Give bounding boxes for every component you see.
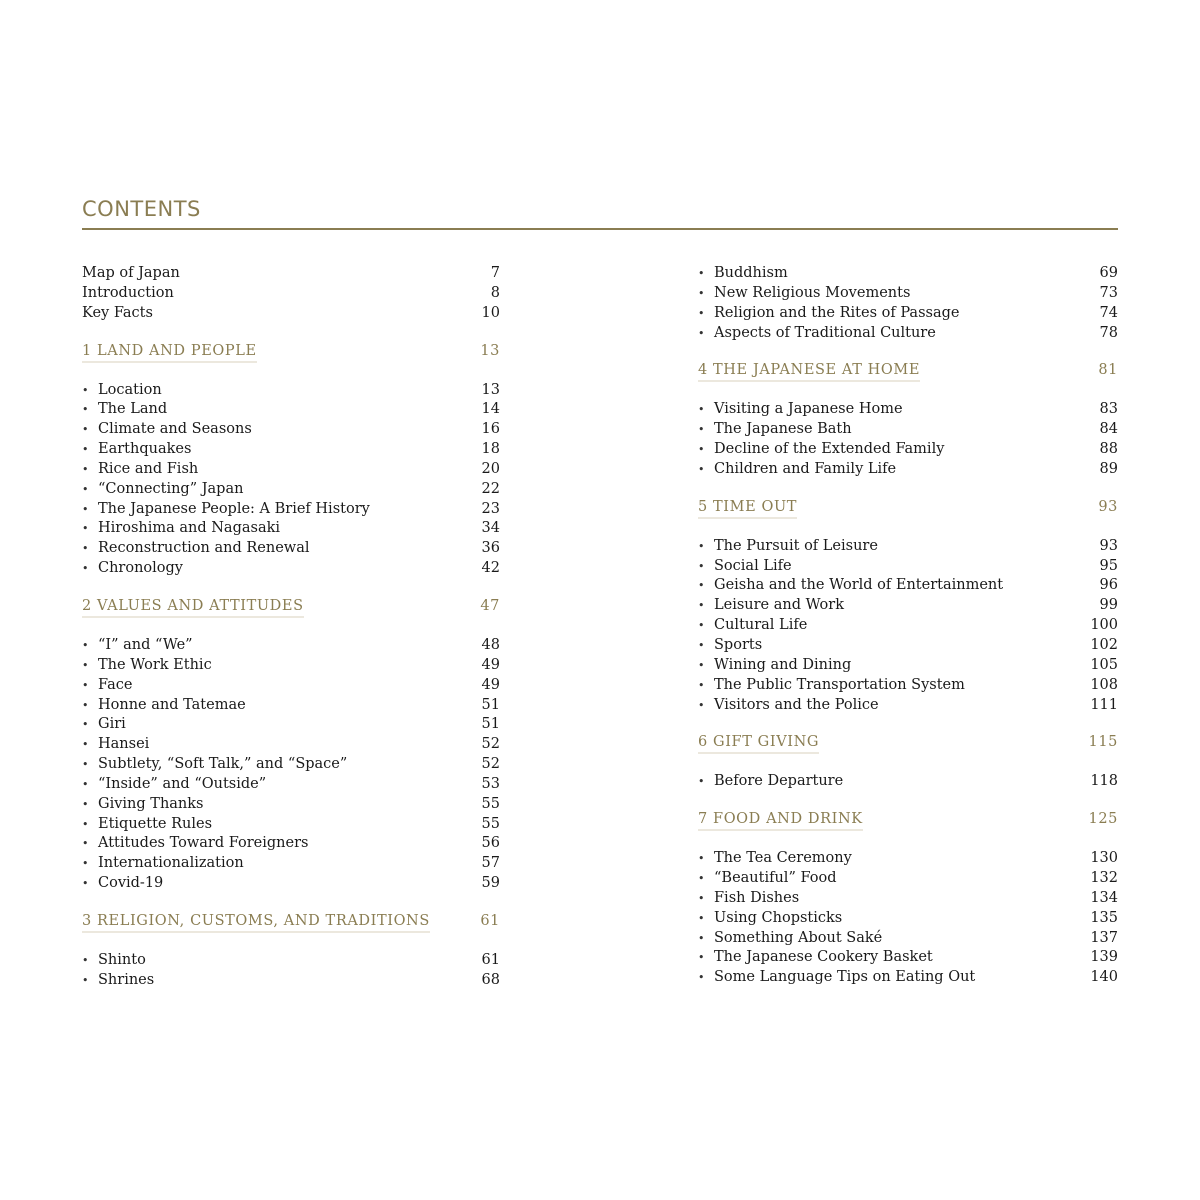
toc-entry-label: Visitors and the Police <box>714 696 879 713</box>
toc-entry-label: Covid-19 <box>98 875 164 892</box>
toc-page-number: 20 <box>481 460 500 477</box>
toc-entry-text <box>698 772 843 792</box>
toc-entry-label: “Beautiful” Food <box>714 870 837 887</box>
toc-entry-text <box>82 559 183 579</box>
toc-entry-text <box>698 596 844 616</box>
chapter-page-number: 125 <box>1088 811 1118 828</box>
bullet-icon: • <box>82 857 89 871</box>
toc-page-number: 55 <box>481 815 500 832</box>
toc-entry-label: Honne and Tatemae <box>98 696 246 713</box>
toc-entry-text <box>82 400 167 420</box>
toc-subentry[interactable] <box>82 381 500 401</box>
toc-page-number: 51 <box>481 716 500 733</box>
toc-entry-text <box>698 656 851 676</box>
toc-page-number: 108 <box>1090 676 1118 693</box>
bullet-icon: • <box>82 973 89 987</box>
toc-entry-label: Subtlety, “Soft Talk,” and “Space” <box>98 756 348 773</box>
toc-entry-text <box>82 715 126 735</box>
bullet-icon: • <box>698 306 705 320</box>
toc-page-number: 83 <box>1099 401 1118 418</box>
toc-subentry[interactable] <box>698 576 1118 596</box>
toc-entry-text <box>82 815 212 835</box>
toc-subentry[interactable] <box>698 616 1118 636</box>
bullet-icon: • <box>698 462 705 476</box>
toc-subentry[interactable] <box>82 775 500 795</box>
toc-page-number: 53 <box>481 775 500 792</box>
toc-entry-text <box>82 656 212 676</box>
toc-page-number: 78 <box>1099 324 1118 341</box>
chapter-page-number: 61 <box>480 912 500 929</box>
toc-entry-text <box>698 324 936 344</box>
page-title: CONTENTS <box>82 197 201 221</box>
toc-page-number: 118 <box>1090 773 1118 790</box>
toc-subentry[interactable] <box>82 755 500 775</box>
toc-page-number: 55 <box>481 795 500 812</box>
toc-entry-label: Giving Thanks <box>98 795 204 812</box>
toc-entry-text <box>698 400 903 420</box>
bullet-icon: • <box>82 542 89 556</box>
chapter-heading-label: 1 LAND AND PEOPLE <box>82 343 257 363</box>
toc-entry-label: Leisure and Work <box>714 597 844 614</box>
toc-entry-text <box>82 971 154 991</box>
toc-entry-label: Sports <box>714 636 763 653</box>
toc-entry-label: Geisha and the World of Entertainment <box>714 577 1004 594</box>
toc-entry-label: Hiroshima and Nagasaki <box>98 520 281 537</box>
toc-page-number: 74 <box>1099 304 1118 321</box>
toc-page-number: 139 <box>1090 949 1118 966</box>
toc-page-number: 69 <box>1099 265 1118 281</box>
toc-page-number: 14 <box>481 401 500 418</box>
toc-subentry[interactable] <box>698 420 1118 440</box>
toc-entry-text <box>82 539 309 559</box>
toc-entry-text <box>82 755 347 775</box>
toc-subentry[interactable] <box>698 537 1118 557</box>
toc-entry[interactable] <box>82 284 500 304</box>
toc-entry-label: The Japanese People: A Brief History <box>98 500 370 517</box>
toc-subentry[interactable] <box>82 656 500 676</box>
bullet-icon: • <box>82 522 89 536</box>
toc-entry-label: Giri <box>98 716 126 733</box>
toc-entry-label: Rice and Fish <box>98 460 199 477</box>
toc-page-number: 23 <box>481 500 500 517</box>
toc-entry-text <box>82 795 204 815</box>
toc-subentry[interactable] <box>698 440 1118 460</box>
toc-entry-text <box>698 616 807 636</box>
toc-subentry[interactable] <box>82 480 500 500</box>
toc-subentry[interactable] <box>82 696 500 716</box>
bullet-icon: • <box>698 698 705 712</box>
toc-entry-label: Reconstruction and Renewal <box>98 540 310 557</box>
bullet-icon: • <box>82 718 89 732</box>
toc-entry-label: Something About Saké <box>714 929 883 946</box>
toc-entry-text <box>698 440 944 460</box>
bullet-icon: • <box>698 971 705 985</box>
toc-subentry[interactable] <box>698 284 1118 304</box>
bullet-icon: • <box>698 267 705 280</box>
toc-page-number: 18 <box>481 441 500 458</box>
toc-entry-text <box>698 909 842 929</box>
bullet-icon: • <box>698 872 705 886</box>
toc-subentry[interactable] <box>698 264 1118 284</box>
bullet-icon: • <box>698 891 705 905</box>
toc-entry-label: Map of Japan <box>82 265 180 281</box>
toc-entry-text <box>82 696 246 716</box>
chapter-heading[interactable] <box>698 499 1118 521</box>
chapter-heading-label: 2 VALUES AND ATTITUDES <box>82 598 304 618</box>
chapter-heading-label: 6 GIFT GIVING <box>698 734 819 754</box>
bullet-icon: • <box>82 658 89 672</box>
bullet-icon: • <box>698 951 705 965</box>
toc-subentry[interactable] <box>82 400 500 420</box>
toc-subentry[interactable] <box>82 815 500 835</box>
bullet-icon: • <box>698 539 705 553</box>
chapter-heading-label: 5 TIME OUT <box>698 499 797 519</box>
toc-subentry[interactable] <box>698 948 1118 968</box>
chapter-heading[interactable] <box>698 811 1118 833</box>
toc-subentry[interactable] <box>698 557 1118 577</box>
bullet-icon: • <box>82 953 89 967</box>
toc-entry-label: The Tea Ceremony <box>714 850 852 867</box>
toc-page-number: 96 <box>1099 577 1118 594</box>
toc-entry-label: Chronology <box>98 560 184 577</box>
toc-entry-text <box>698 869 836 889</box>
bullet-icon: • <box>698 638 705 652</box>
toc-page-number: 89 <box>1099 460 1118 477</box>
bullet-icon: • <box>82 678 89 692</box>
bullet-icon: • <box>82 638 89 652</box>
bullet-icon: • <box>82 877 89 891</box>
toc-subentry[interactable] <box>82 420 500 440</box>
toc-entry-text <box>698 420 852 440</box>
toc-page-number: 93 <box>1099 537 1118 554</box>
toc-entry-label: Shrines <box>98 971 155 988</box>
toc-entry-label: Key Facts <box>82 304 153 321</box>
toc-subentry[interactable] <box>698 772 1118 792</box>
bullet-icon: • <box>698 423 705 437</box>
toc-subentry[interactable] <box>82 559 500 579</box>
toc-entry-text <box>82 636 193 656</box>
toc-entry-text <box>698 460 896 480</box>
bullet-icon: • <box>82 698 89 712</box>
toc-subentry[interactable] <box>82 874 500 894</box>
chapter-page-number: 47 <box>480 597 500 614</box>
toc-entry-label: The Pursuit of Leisure <box>714 537 878 554</box>
chapter-heading-label: 3 RELIGION, CUSTOMS, AND TRADITIONS <box>82 913 430 933</box>
toc-page-number: 8 <box>490 284 500 301</box>
toc-entry-text <box>698 264 788 284</box>
bullet-icon: • <box>698 911 705 925</box>
toc-subentry[interactable] <box>698 596 1118 616</box>
toc-subentry[interactable] <box>82 460 500 480</box>
toc-page-number: 95 <box>1099 557 1118 574</box>
toc-page-number: 73 <box>1099 284 1118 301</box>
toc-entry-text <box>82 951 146 971</box>
toc-entry-label: Internationalization <box>98 855 244 872</box>
title-divider <box>82 228 1118 230</box>
toc-subentry[interactable] <box>82 735 500 755</box>
toc-page-number: 130 <box>1090 850 1118 867</box>
toc-entry-label: Face <box>98 676 133 693</box>
toc-page-number: 34 <box>481 520 500 537</box>
toc-subentry[interactable] <box>698 304 1118 324</box>
toc-entry-text <box>82 834 308 854</box>
toc-entry-label: Social Life <box>714 557 792 574</box>
toc-subentry[interactable] <box>82 676 500 696</box>
toc-subentry[interactable] <box>698 460 1118 480</box>
bullet-icon: • <box>82 562 89 576</box>
toc-page-number: 84 <box>1099 421 1118 438</box>
toc-page-number: 59 <box>481 875 500 892</box>
toc-entry-label: Cultural Life <box>714 617 808 634</box>
toc-page-number: 10 <box>481 304 500 321</box>
toc-subentry[interactable] <box>82 854 500 874</box>
bullet-icon: • <box>698 852 705 866</box>
bullet-icon: • <box>698 775 705 789</box>
bullet-icon: • <box>82 502 89 516</box>
chapter-heading[interactable] <box>82 343 500 365</box>
toc-subentry[interactable] <box>698 909 1118 929</box>
toc-subentry[interactable] <box>698 676 1118 696</box>
bullet-icon: • <box>698 443 705 457</box>
bullet-icon: • <box>82 443 89 457</box>
toc-entry-label: The Japanese Bath <box>714 421 852 438</box>
toc-entry-label: Decline of the Extended Family <box>714 441 945 458</box>
toc-entry-text <box>82 284 174 304</box>
toc-page-number: 51 <box>481 696 500 713</box>
toc-entry-label: The Public Transportation System <box>714 676 965 693</box>
toc-entry-label: Shinto <box>98 951 146 968</box>
bullet-icon: • <box>82 817 89 831</box>
toc-page-number: 111 <box>1090 696 1118 713</box>
bullet-icon: • <box>82 383 89 397</box>
bullet-icon: • <box>698 658 705 672</box>
toc-entry-label: Buddhism <box>714 265 788 281</box>
toc-page-number: 36 <box>481 540 500 557</box>
toc-entry-text <box>82 480 243 500</box>
toc-entry-text <box>82 381 162 401</box>
toc-entry-text <box>698 576 1003 596</box>
toc-entry-text <box>698 557 792 577</box>
toc-page-number: 13 <box>481 381 500 398</box>
bullet-icon: • <box>82 758 89 772</box>
toc-entry-label: Religion and the Rites of Passage <box>714 304 960 321</box>
toc-page-number: 52 <box>481 736 500 753</box>
toc-entry-label: Attitudes Toward Foreigners <box>98 835 309 852</box>
toc-subentry[interactable] <box>698 929 1118 949</box>
toc-entry-text <box>698 537 878 557</box>
toc-entry-text <box>82 519 280 539</box>
toc-entry-label: Fish Dishes <box>714 889 800 906</box>
toc-entry-label: Climate and Seasons <box>98 421 252 438</box>
toc-subentry[interactable] <box>698 869 1118 889</box>
chapter-heading-label: 7 FOOD AND DRINK <box>698 811 863 831</box>
bullet-icon: • <box>698 599 705 613</box>
toc-subentry[interactable] <box>698 636 1118 656</box>
toc-entry-label: Visiting a Japanese Home <box>714 401 903 418</box>
toc-page-number: 134 <box>1090 889 1118 906</box>
toc-entry-text <box>82 304 153 324</box>
bullet-icon: • <box>698 931 705 945</box>
toc-page-number: 88 <box>1099 441 1118 458</box>
toc-entry-text <box>698 889 799 909</box>
bullet-icon: • <box>698 579 705 593</box>
toc-page-number: 102 <box>1090 636 1118 653</box>
toc-subentry[interactable] <box>82 539 500 559</box>
bullet-icon: • <box>82 423 89 437</box>
toc-entry-text <box>698 968 975 988</box>
toc-subentry[interactable] <box>698 656 1118 676</box>
toc-entry-text <box>698 929 882 949</box>
toc-subentry[interactable] <box>82 715 500 735</box>
toc-entry-label: “I” and “We” <box>98 636 193 653</box>
toc-subentry[interactable] <box>82 951 500 971</box>
chapter-page-number: 115 <box>1088 734 1118 751</box>
toc-entry-label: Etiquette Rules <box>98 815 213 832</box>
toc-right-column <box>698 264 1118 988</box>
toc-entry[interactable] <box>82 264 500 284</box>
toc-entry-text <box>82 500 370 520</box>
chapter-heading-label: 4 THE JAPANESE AT HOME <box>698 362 920 382</box>
bullet-icon: • <box>82 797 89 811</box>
toc-subentry[interactable] <box>82 971 500 991</box>
toc-page-number: 100 <box>1090 617 1118 634</box>
toc-entry-label: New Religious Movements <box>714 284 911 301</box>
toc-page-number: 68 <box>481 971 500 988</box>
toc-entry-label: Location <box>98 381 162 398</box>
bullet-icon: • <box>82 777 89 791</box>
toc-subentry[interactable] <box>82 795 500 815</box>
bullet-icon: • <box>82 837 89 851</box>
bullet-icon: • <box>698 326 705 340</box>
toc-page-number: 105 <box>1090 656 1118 673</box>
toc-page-number: 61 <box>481 951 500 968</box>
toc-subentry[interactable] <box>82 519 500 539</box>
toc-entry-text <box>82 775 266 795</box>
toc-entry-text <box>82 264 180 284</box>
toc-subentry[interactable] <box>82 834 500 854</box>
toc-entry-text <box>82 460 198 480</box>
toc-page-number: 49 <box>481 656 500 673</box>
chapter-heading[interactable] <box>82 913 500 935</box>
toc-page-number: 48 <box>481 636 500 653</box>
chapter-heading[interactable] <box>698 734 1118 756</box>
bullet-icon: • <box>82 462 89 476</box>
toc-page-number: 42 <box>481 560 500 577</box>
toc-entry-label: “Inside” and “Outside” <box>98 775 267 792</box>
toc-page-number: 52 <box>481 756 500 773</box>
toc-page-number: 137 <box>1090 929 1118 946</box>
bullet-icon: • <box>698 559 705 573</box>
toc-left-column <box>82 264 500 991</box>
bullet-icon: • <box>698 619 705 633</box>
bullet-icon: • <box>698 678 705 692</box>
toc-entry-text <box>698 849 852 869</box>
bullet-icon: • <box>82 482 89 496</box>
chapter-page-number: 13 <box>480 342 500 359</box>
toc-entry-label: Earthquakes <box>98 441 192 458</box>
toc-entry-text <box>698 948 933 968</box>
toc-entry-text <box>698 304 959 324</box>
toc-entry-label: Hansei <box>98 736 150 753</box>
toc-page-number: 7 <box>490 265 500 281</box>
toc-subentry[interactable] <box>698 696 1118 716</box>
toc-entry-text <box>82 440 191 460</box>
toc-entry-label: Children and Family Life <box>714 460 897 477</box>
toc-page-number: 135 <box>1090 909 1118 926</box>
toc-entry[interactable] <box>82 304 500 324</box>
toc-entry-text <box>698 284 910 304</box>
toc-entry-label: Introduction <box>82 284 174 301</box>
toc-subentry[interactable] <box>698 968 1118 988</box>
toc-page-number: 49 <box>481 676 500 693</box>
toc-entry-text <box>82 676 132 696</box>
toc-page-number: 22 <box>481 480 500 497</box>
toc-entry-label: The Work Ethic <box>98 656 212 673</box>
toc-entry-text <box>82 735 149 755</box>
toc-page-number: 56 <box>481 835 500 852</box>
toc-page-number: 99 <box>1099 597 1118 614</box>
toc-entry-label: Wining and Dining <box>714 656 852 673</box>
toc-page-number: 16 <box>481 421 500 438</box>
toc-entry-label: Aspects of Traditional Culture <box>714 324 936 341</box>
toc-entry-text <box>82 420 252 440</box>
bullet-icon: • <box>698 403 705 417</box>
bullet-icon: • <box>698 286 705 300</box>
toc-entry-text <box>698 676 965 696</box>
toc-entry-label: The Land <box>98 401 168 418</box>
toc-entry-label: “Connecting” Japan <box>98 480 244 497</box>
toc-entry-text <box>82 874 163 894</box>
toc-subentry[interactable] <box>698 400 1118 420</box>
toc-subentry[interactable] <box>82 440 500 460</box>
chapter-page-number: 93 <box>1098 498 1118 515</box>
toc-entry-text <box>698 636 762 656</box>
toc-entry-label: Before Departure <box>714 773 844 790</box>
toc-entry-label: Using Chopsticks <box>714 909 843 926</box>
toc-entry-label: The Japanese Cookery Basket <box>714 949 933 966</box>
toc-entry-text <box>698 696 879 716</box>
chapter-page-number: 81 <box>1098 362 1118 379</box>
toc-subentry[interactable] <box>82 500 500 520</box>
toc-subentry[interactable] <box>82 636 500 656</box>
toc-page-number: 132 <box>1090 870 1118 887</box>
bullet-icon: • <box>82 403 89 417</box>
toc-subentry[interactable] <box>698 849 1118 869</box>
toc-subentry[interactable] <box>698 324 1118 344</box>
toc-subentry[interactable] <box>698 889 1118 909</box>
toc-page-number: 140 <box>1090 969 1118 986</box>
chapter-heading[interactable] <box>82 598 500 620</box>
chapter-heading[interactable] <box>698 362 1118 384</box>
toc-page-number: 57 <box>481 855 500 872</box>
toc-entry-text <box>82 854 244 874</box>
toc-entry-label: Some Language Tips on Eating Out <box>714 969 976 986</box>
bullet-icon: • <box>82 738 89 752</box>
